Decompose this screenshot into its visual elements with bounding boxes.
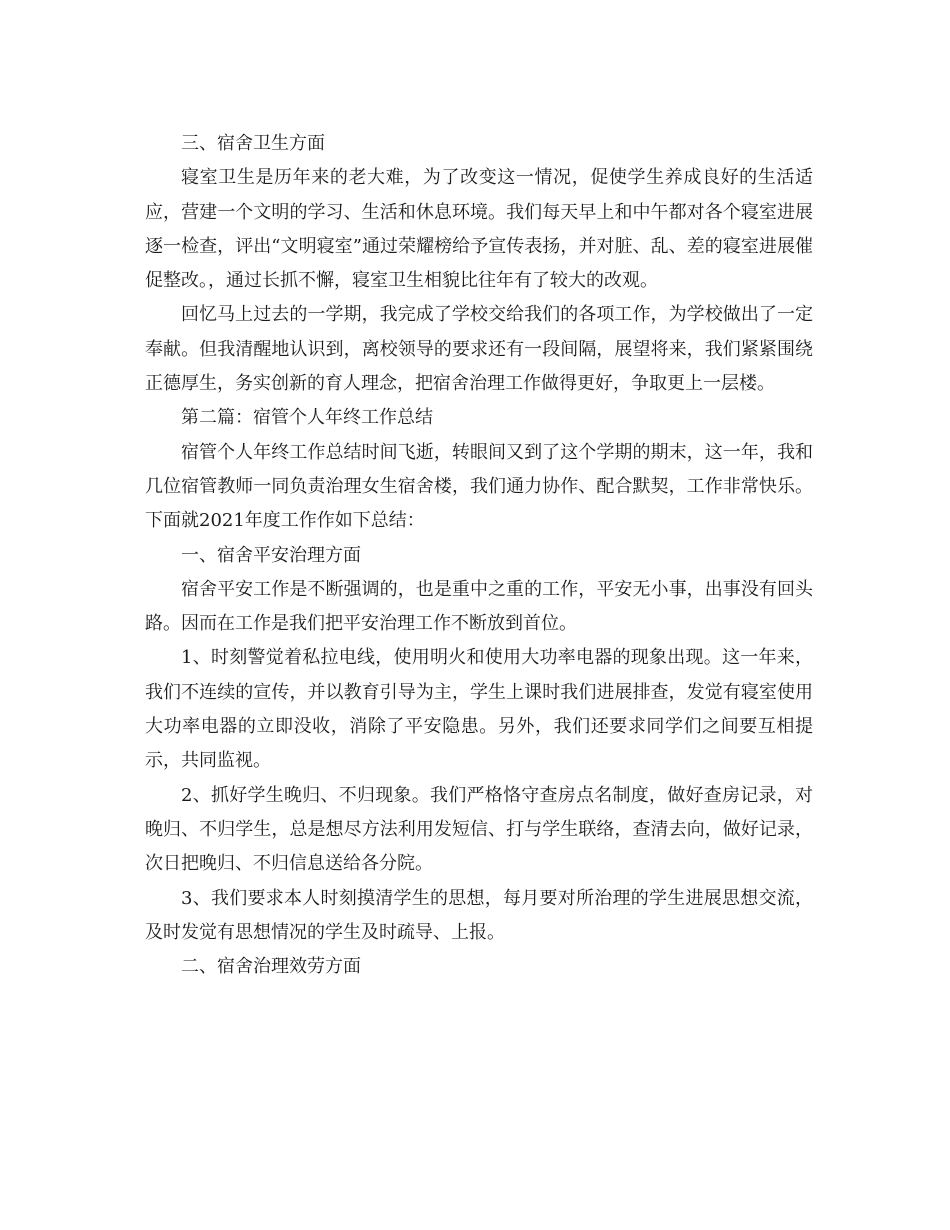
section-heading-hygiene: 三、宿舍卫生方面 xyxy=(181,133,325,154)
section-heading-service: 二、宿舍治理效劳方面 xyxy=(181,956,361,978)
document-body xyxy=(145,127,813,984)
paragraph-review: 回忆马上过去的一学期，我完成了学校交给我们的各项工作，为学校做出了一定奉献。但我清醒地认识到，离校领导的要求还有一段间隔，展望将来，我们紧紧围绕正德厚生，务实创新的育人理念，把宿舍治理工作做得更好，争取更上一层楼。 xyxy=(145,304,813,395)
article-title-second: 第二篇：宿管个人年终工作总结 xyxy=(181,407,433,429)
list-item-1: 1、时刻警觉着私拉电线，使用明火和使用大功率电器的现象出现。这一年来，我们不连续的宣传，并以教育引导为主，学生上课时我们进展排查，发觉有寝室使用大功率电器的立即没收，消除了平安隐患。另外，我们还要求同学们之间要互相提示，共同监视。 xyxy=(145,647,813,772)
paragraph-safety: 宿舍平安工作是不断强调的，也是重中之重的工作，平安无小事，出事没有回头路。因而在工作是我们把平安治理工作不断放到首位。 xyxy=(145,578,813,635)
paragraph-intro: 宿管个人年终工作总结时间飞逝，转眼间又到了这个学期的期末，这一年，我和几位宿管教师一同负责治理女生宿舍楼，我们通力协作、配合默契，工作非常快乐。下面就2021年度工作作如下总结： xyxy=(145,441,813,532)
list-item-3: 3、我们要求本人时刻摸清学生的思想，每月要对所治理的学生进展思想交流，及时发觉有思想情况的学生及时疏导、上报。 xyxy=(145,887,813,943)
section-heading-safety: 一、宿舍平安治理方面 xyxy=(181,544,361,566)
paragraph-hygiene: 寝室卫生是历年来的老大难，为了改变这一情况，促使学生养成良好的生活适应，营建一个文明的学习、生活和休息环境。我们每天早上和中午都对各个寝室进展逐一检查，评出“文明寝室”通过荣耀榜给予宣传表扬，并对脏、乱、差的寝室进展催促整改。，通过长抓不懈，寝室卫生相貌比往年有了较大的改观。 xyxy=(145,167,813,292)
list-item-2: 2、抓好学生晚归、不归现象。我们严格恪守查房点名制度，做好查房记录，对晚归、不归学生，总是想尽方法利用发短信、打与学生联络，查清去向，做好记录，次日把晚归、不归信息送给各分院。 xyxy=(145,784,813,875)
